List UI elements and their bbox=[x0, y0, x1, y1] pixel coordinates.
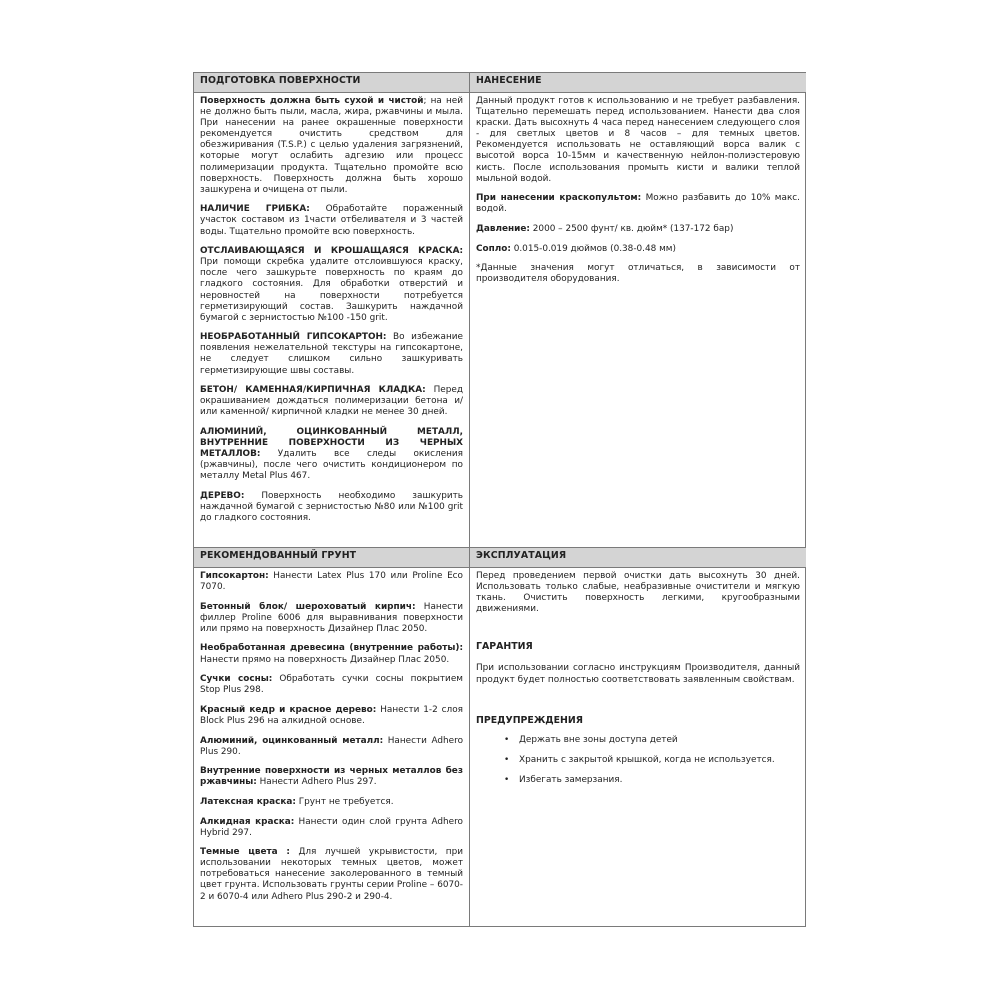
application-paragraph: Сопло: 0.015-0.019 дюймов (0.38-0.48 мм) bbox=[476, 243, 676, 254]
application-paragraph: Давление: 2000 – 2500 фунт/ кв. дюйм* (137-172 бар) bbox=[476, 223, 734, 234]
usage-section bbox=[469, 547, 806, 927]
surface-prep-section bbox=[194, 73, 469, 547]
surface-prep-paragraph: НАЛИЧИЕ ГРИБКА: Обработайте пораженный участок составом из 1части отбеливателя и 3 частей воды. Тщательно промойте всю поверхность. bbox=[200, 204, 463, 237]
warnings-title: ПРЕДУПРЕЖДЕНИЯ bbox=[476, 714, 583, 726]
warning-item: • Держать вне зоны доступа детей bbox=[504, 734, 678, 745]
primer-paragraph: Сучки сосны: Обработать сучки сосны покрытием Stop Plus 298. bbox=[200, 674, 463, 696]
usage-header: ЭКСПЛУАТАЦИЯ bbox=[470, 548, 806, 568]
warranty-title: ГАРАНТИЯ bbox=[476, 641, 533, 653]
primer-paragraph: Темные цвета : Для лучшей укрывистости, при использовании некоторых темных цветов, может потребоваться нанесение заколерованного в темный цвет грунта. Использовать грунты серии Proline – 6070-2 и 6070-4 или Adhero Plus 290-2 и 290-4. bbox=[200, 847, 463, 902]
surface-prep-paragraph: БЕТОН/ КАМЕННАЯ/КИРПИЧНАЯ КЛАДКА: Перед окрашиванием дождаться полимеризации бетона и/или каменной/ кирпичной кладки не менее 30 дней. bbox=[200, 385, 463, 418]
primer-paragraph: Внутренние поверхности из черных металлов без ржавчины: Нанести Adhero Plus 297. bbox=[200, 766, 463, 788]
surface-prep-paragraph: ДЕРЕВО: Поверхность необходимо зашкурить наждачной бумагой с зернистостью №80 или №100 grit до гладкого состояния. bbox=[200, 490, 463, 524]
bullet-icon: • bbox=[504, 774, 510, 785]
product-datasheet-table bbox=[193, 72, 806, 927]
primer-section bbox=[194, 547, 469, 927]
surface-prep-paragraph: АЛЮМИНИЙ, ОЦИНКОВАННЫЙ МЕТАЛЛ, ВНУТРЕННИЕ ПОВЕРХНОСТИ ИЗ ЧЕРНЫХ МЕТАЛЛОВ: Удалить все следы окисления (ржавчины), после чего очистить кондиционером по металлу Metal Plus 467. bbox=[200, 426, 463, 482]
primer-paragraph: Гипсокартон: Нанести Latex Plus 170 или Proline Eco 7070. bbox=[200, 571, 463, 593]
surface-prep-paragraph: НЕОБРАБОТАННЫЙ ГИПСОКАРТОН: Во избежание появления нежелательной текстуры на гипсокартоне, не следует слишком сильно зашкуривать герметизирующие швы составы. bbox=[200, 332, 463, 376]
warning-item: • Избегать замерзания. bbox=[504, 774, 623, 785]
primer-paragraph: Латексная краска: Грунт не требуется. bbox=[200, 796, 394, 807]
primer-paragraph: Алюминий, оцинкованный металл: Нанести Adhero Plus 290. bbox=[200, 735, 463, 757]
surface-prep-body bbox=[194, 93, 469, 524]
primer-paragraph: Необработанная древесина (внутренние работы): Нанести прямо на поверхность Дизайнер Плас 2050. bbox=[200, 643, 463, 665]
application-paragraph: Данный продукт готов к использованию и не требует разбавления. Тщательно перемешать перед использованием. Нанести два слоя краски. Дать высохнуть 4 часа перед нанесением следующего слоя - для светлых цветов и 8 часов – для темных цветов. Рекомендуется использовать не оставляющий ворса валик с высотой ворса 10-15мм и качественную нейлон-полиэстеровую кисть. После использования промыть кисти и валики теплой мыльной водой. bbox=[476, 96, 800, 184]
application-section bbox=[469, 73, 806, 547]
surface-prep-paragraph: ОТСЛАИВАЮЩАЯСЯ И КРОШАЩАЯСЯ КРАСКА: При помощи скребка удалите отслоившуюся краску, после чего зашкурьте поверхность по краям до гладкого состояния. Для обработки отверстий и неровностей на поверхности потребуется герметизирующий состав. Зашкурить наждачной бумагой с зернистостью №100 -150 grit. bbox=[200, 246, 463, 323]
bullet-icon: • bbox=[504, 754, 510, 765]
primer-paragraph: Бетонный блок/ шероховатый кирпич: Нанести филлер Proline 6006 для выравнивания поверхности или прямо на поверхность Дизайнер Плас 2050. bbox=[200, 601, 463, 634]
surface-prep-header: ПОДГОТОВКА ПОВЕРХНОСТИ bbox=[194, 73, 469, 93]
bullet-icon: • bbox=[504, 734, 510, 745]
primer-body bbox=[194, 568, 469, 903]
warranty-text: При использовании согласно инструкциям Производителя, данный продукт будет полностью соответствовать заявленным свойствам. bbox=[476, 663, 800, 685]
primer-paragraph: Красный кедр и красное дерево: Нанести 1-2 слоя Block Plus 296 на алкидной основе. bbox=[200, 704, 463, 726]
application-paragraph: *Данные значения могут отличаться, в зависимости от производителя оборудования. bbox=[476, 263, 800, 285]
surface-prep-paragraph: Поверхность должна быть сухой и чистой; на ней не должно быть пыли, масла, жира, ржавчины и мыла. При нанесении на ранее окрашенные поверхности рекомендуется очистить средством для обезжиривания (T.S.P.) с целью удаления загрязнений, которые могут ослабить адгезию или процесс полимеризации продукта. Тщательно промойте всю поверхность. Поверхность должна быть хорошо зашкурена и очищена от пыли. bbox=[200, 96, 463, 195]
usage-body bbox=[470, 568, 806, 786]
application-header: НАНЕСЕНИЕ bbox=[470, 73, 806, 93]
warnings-list bbox=[476, 735, 800, 786]
primer-paragraph: Алкидная краска: Нанести один слой грунта Adhero Hybrid 297. bbox=[200, 816, 463, 838]
application-paragraph: При нанесении краскопультом: Можно разбавить до 10% макс. водой. bbox=[476, 193, 801, 215]
warning-item: • Хранить с закрытой крышкой, когда не используется. bbox=[504, 754, 775, 765]
primer-header: РЕКОМЕНДОВАННЫЙ ГРУНТ bbox=[194, 548, 469, 568]
application-body bbox=[470, 93, 806, 285]
usage-text: Перед проведением первой очистки дать высохнуть 30 дней. Использовать только слабые, неабразивные очистители и мягкую ткань. Очистить поверхность легкими, кругообразными движениями. bbox=[476, 571, 800, 615]
